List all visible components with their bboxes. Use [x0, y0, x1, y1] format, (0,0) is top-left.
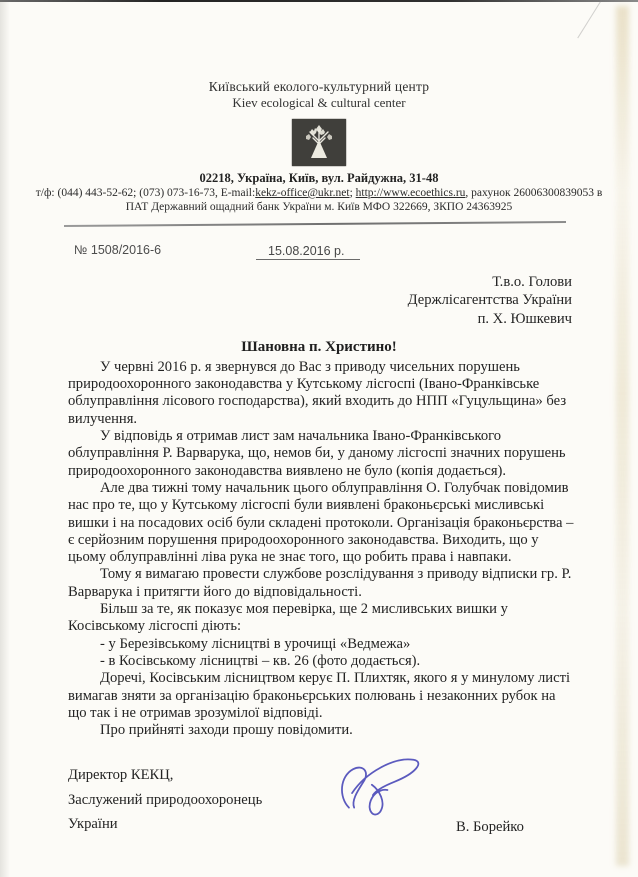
closing-position: Директор КЕКЦ,	[68, 767, 174, 784]
scan-stain-artifact	[616, 6, 629, 866]
paragraph: Про прийняті заходи прошу повідомити.	[100, 722, 353, 739]
paragraph: Але два тижні тому начальник цього облуправління О. Голубчак повідомив нас про те, що у Кутському лісгоспі були виявлені браконьєрські мисливські вишки і на посадових осіб були складені протоколи. Організація браконьєрства – є серйозним порушення природоохоронного законодавства. Виходить, що у цьому облуправлінні ліва рука не знає того, що робить права і навпаки.	[68, 479, 574, 566]
paragraph: Доречі, Косівським лісництвом керує П. Плихтяк, якого я у минулому листі вимагав зняти за організацію браконьєрських полювань і незаконних рубок на що так і не отримав зрозумілої відповіді.	[68, 670, 571, 721]
recipient-person: п. Х. Юшкевич	[477, 310, 572, 327]
recipient-title: Т.в.о. Голови	[492, 274, 572, 290]
closing-country: України	[68, 816, 118, 833]
contact-line	[0, 186, 638, 200]
recipient-block	[0, 273, 638, 328]
handwritten-signature-icon	[324, 749, 428, 833]
list-item: - в Косівському лісництві – кв. 26 (фото додається).	[100, 652, 421, 669]
scan-edge-artifact	[0, 0, 638, 2]
salutation: Шановна п. Христино!	[241, 338, 397, 355]
reference-row	[74, 243, 638, 261]
scan-shade-artifact	[0, 0, 10, 877]
list-item: - у Березівському лісництві в урочищі «Ведмежа»	[100, 635, 411, 652]
contact-mid: ;	[349, 187, 356, 199]
bank-line: ПАТ Державний ощадний банк України м. Київ МФО 322669, ЗКПО 24363925	[125, 201, 513, 213]
contact-suffix: , рахунок 26006300839053 в	[465, 187, 603, 199]
signer-name: В. Борейко	[456, 819, 524, 836]
letter-date: 15.08.2016 р.	[256, 244, 360, 260]
letterhead	[0, 0, 638, 214]
paragraph: У червні 2016 р. я звернувся до Вас з приводу чисельних порушень природоохоронного законодавства у Кутському лісгоспі (Івано-Франківське облуправління лісового господарства), який входить до НПП «Гуцульщина» без вилучення.	[68, 358, 567, 427]
recipient-agency: Держлісагентства України	[407, 292, 572, 309]
letterhead-divider	[64, 221, 566, 227]
paragraph: У відповідь я отримав лист зам начальника Івано-Франківського облуправління Р. Варварука, що, немов би, у даному лісгоспі значних порушень природоохоронного законодавства виявлено не було (копія додається).	[68, 428, 566, 479]
address-line: 02218, Україна, Київ, вул. Райдужна, 31-48	[199, 171, 439, 185]
closing-honorific: Заслужений природоохоронець	[68, 791, 263, 808]
org-name-ua: Київський еколого-культурний центр	[208, 79, 430, 94]
reference-number: № 1508/2016-6	[74, 243, 162, 257]
paragraph: Тому я вимагаю провести службове розслідування з приводу відписки гр. Р. Варварука і притягти його до відповідальності.	[68, 566, 572, 600]
website-link: http://www.ecoethics.ru	[355, 187, 466, 199]
signature-block	[68, 763, 574, 877]
org-name-en: Kiev ecological & cultural center	[232, 95, 406, 110]
paragraph: Більш за те, як показує моя перевірка, ще 2 мисливських вишки у Косівському лісгоспі діють:	[68, 601, 508, 635]
email-link: kekz-office@ukr.net	[255, 187, 350, 199]
tree-logo-icon	[292, 119, 346, 166]
contact-prefix: т/ф: (044) 443-52-62; (073) 073-16-73, E-mail:	[35, 187, 256, 199]
letter-body	[68, 359, 574, 740]
